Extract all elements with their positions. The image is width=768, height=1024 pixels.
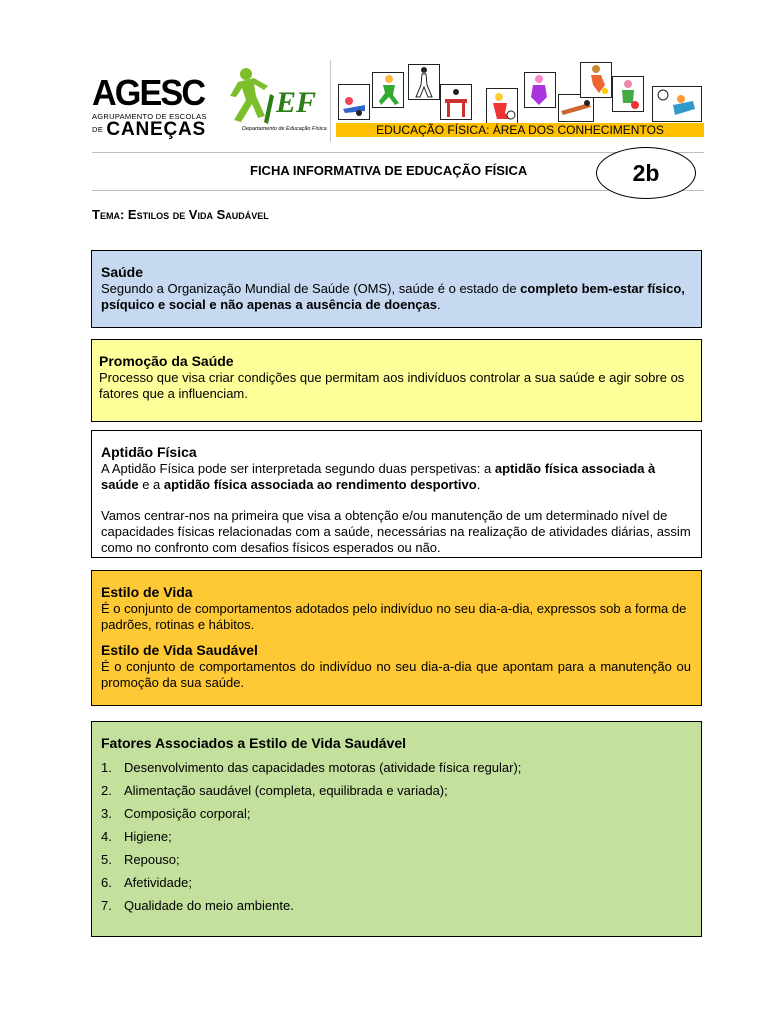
school-logo-word: AGESC <box>92 72 205 113</box>
saude-heading: Saúde <box>101 264 144 280</box>
school-logo-town: CANEÇAS <box>106 119 206 140</box>
list-item <box>101 802 691 825</box>
tema-label: Tema: <box>92 207 125 222</box>
list-number: 1. <box>101 760 112 775</box>
list-number: 3. <box>101 806 112 821</box>
fatores-box <box>91 721 702 937</box>
jumper-icon <box>580 62 612 98</box>
aptidao-saude-bold: aptidão física associada à saúde <box>101 461 656 492</box>
saude-bold-text: completo bem-estar físico, psíquico e social e não apenas a ausência de doenças <box>101 281 685 312</box>
list-item <box>101 871 691 894</box>
school-logo-line1: AGRUPAMENTO DE ESCOLAS <box>92 112 207 121</box>
saude-text: Segundo a Organização Mundial de Saúde (OMS), saúde é o estado de <box>101 281 521 296</box>
list-item <box>101 848 691 871</box>
list-text: Repouso; <box>124 852 180 867</box>
tema-value: Estilos de Vida Saudável <box>127 207 269 222</box>
gymnast-icon <box>524 72 556 108</box>
runner-icon <box>372 72 404 108</box>
list-text: Composição corporal; <box>124 806 251 821</box>
estilo-saudavel-heading: Estilo de Vida Saudável <box>101 642 258 658</box>
estilo-heading: Estilo de Vida <box>101 584 193 600</box>
sprinter-icon <box>408 64 440 100</box>
list-item <box>101 779 691 802</box>
header-divider <box>330 60 331 142</box>
sheet-number-badge: 2b <box>596 147 696 199</box>
volleyball-icon <box>652 86 702 122</box>
list-number: 6. <box>101 875 112 890</box>
promocao-text: Processo que visa criar condições que permitam aos indivíduos controlar a sua saúde e agir sobre os fatores que a influenciam. <box>99 370 685 401</box>
aptidao-rendimento-bold: aptidão física associada ao rendimento desportivo <box>163 477 477 492</box>
promocao-heading: Promoção da Saúde <box>99 353 234 369</box>
aptidao-heading: Aptidão Física <box>101 444 197 460</box>
estilo-saudavel-text: É o conjunto de comportamentos do indivíduo no seu dia-a-dia que apontam para a manutenção ou promoção da sua saúde. <box>101 659 691 690</box>
hurdler-icon <box>440 84 472 120</box>
sports-pictograms <box>336 60 702 122</box>
list-text: Desenvolvimento das capacidades motoras (atividade física regular); <box>124 760 522 775</box>
list-text: Alimentação saudável (completa, equilibrada e variada); <box>124 783 448 798</box>
saude-text-end: . <box>436 297 441 312</box>
footballer-icon <box>486 88 518 124</box>
ef-figure-icon <box>224 66 328 126</box>
list-number: 7. <box>101 898 112 913</box>
school-logo <box>92 72 216 140</box>
list-item <box>101 894 691 917</box>
ef-letters: EF <box>276 86 317 119</box>
ef-caption: Departamento de Educação Física <box>242 126 327 132</box>
estilo-box <box>91 570 702 706</box>
aptidao-text-e: . <box>476 477 481 492</box>
list-item <box>101 756 691 779</box>
saude-box <box>91 250 702 328</box>
school-logo-de: DE <box>92 125 104 134</box>
promocao-box <box>91 339 702 422</box>
list-number: 4. <box>101 829 112 844</box>
aptidao-box <box>91 430 702 558</box>
list-item <box>101 825 691 848</box>
fatores-heading: Fatores Associados a Estilo de Vida Saudável <box>101 735 407 751</box>
aptidao-paragraph-2: Vamos centrar-nos na primeira que visa a obtenção e/ou manutenção de um determinado nível de capacidades físicas relacionadas com a saúde, necessárias na realização de atividades diárias, assim como no confronto com desafios físicos esperados ou não. <box>101 508 691 555</box>
list-number: 5. <box>101 852 112 867</box>
list-number: 2. <box>101 783 112 798</box>
ef-logo <box>224 66 328 136</box>
swimmer-icon <box>338 84 370 120</box>
banner: EDUCAÇÃO FÍSICA: ÁREA DOS CONHECIMENTOS <box>336 123 704 137</box>
fatores-list <box>101 756 691 917</box>
list-text: Higiene; <box>124 829 172 844</box>
page-title: FICHA INFORMATIVA DE EDUCAÇÃO FÍSICA <box>250 163 528 178</box>
list-text: Afetividade; <box>124 875 192 890</box>
tema <box>92 207 269 222</box>
ball-player-icon <box>612 76 644 112</box>
aptidao-text-c: e a <box>138 477 164 492</box>
aptidao-text-a: A Aptidão Física pode ser interpretada segundo duas perspetivas: a <box>101 461 495 476</box>
list-text: Qualidade do meio ambiente. <box>124 898 294 913</box>
estilo-text: É o conjunto de comportamentos adotados pelo indivíduo no seu dia-a-dia, expressos sob a forma de padrões, rotinas e hábitos. <box>101 601 687 632</box>
